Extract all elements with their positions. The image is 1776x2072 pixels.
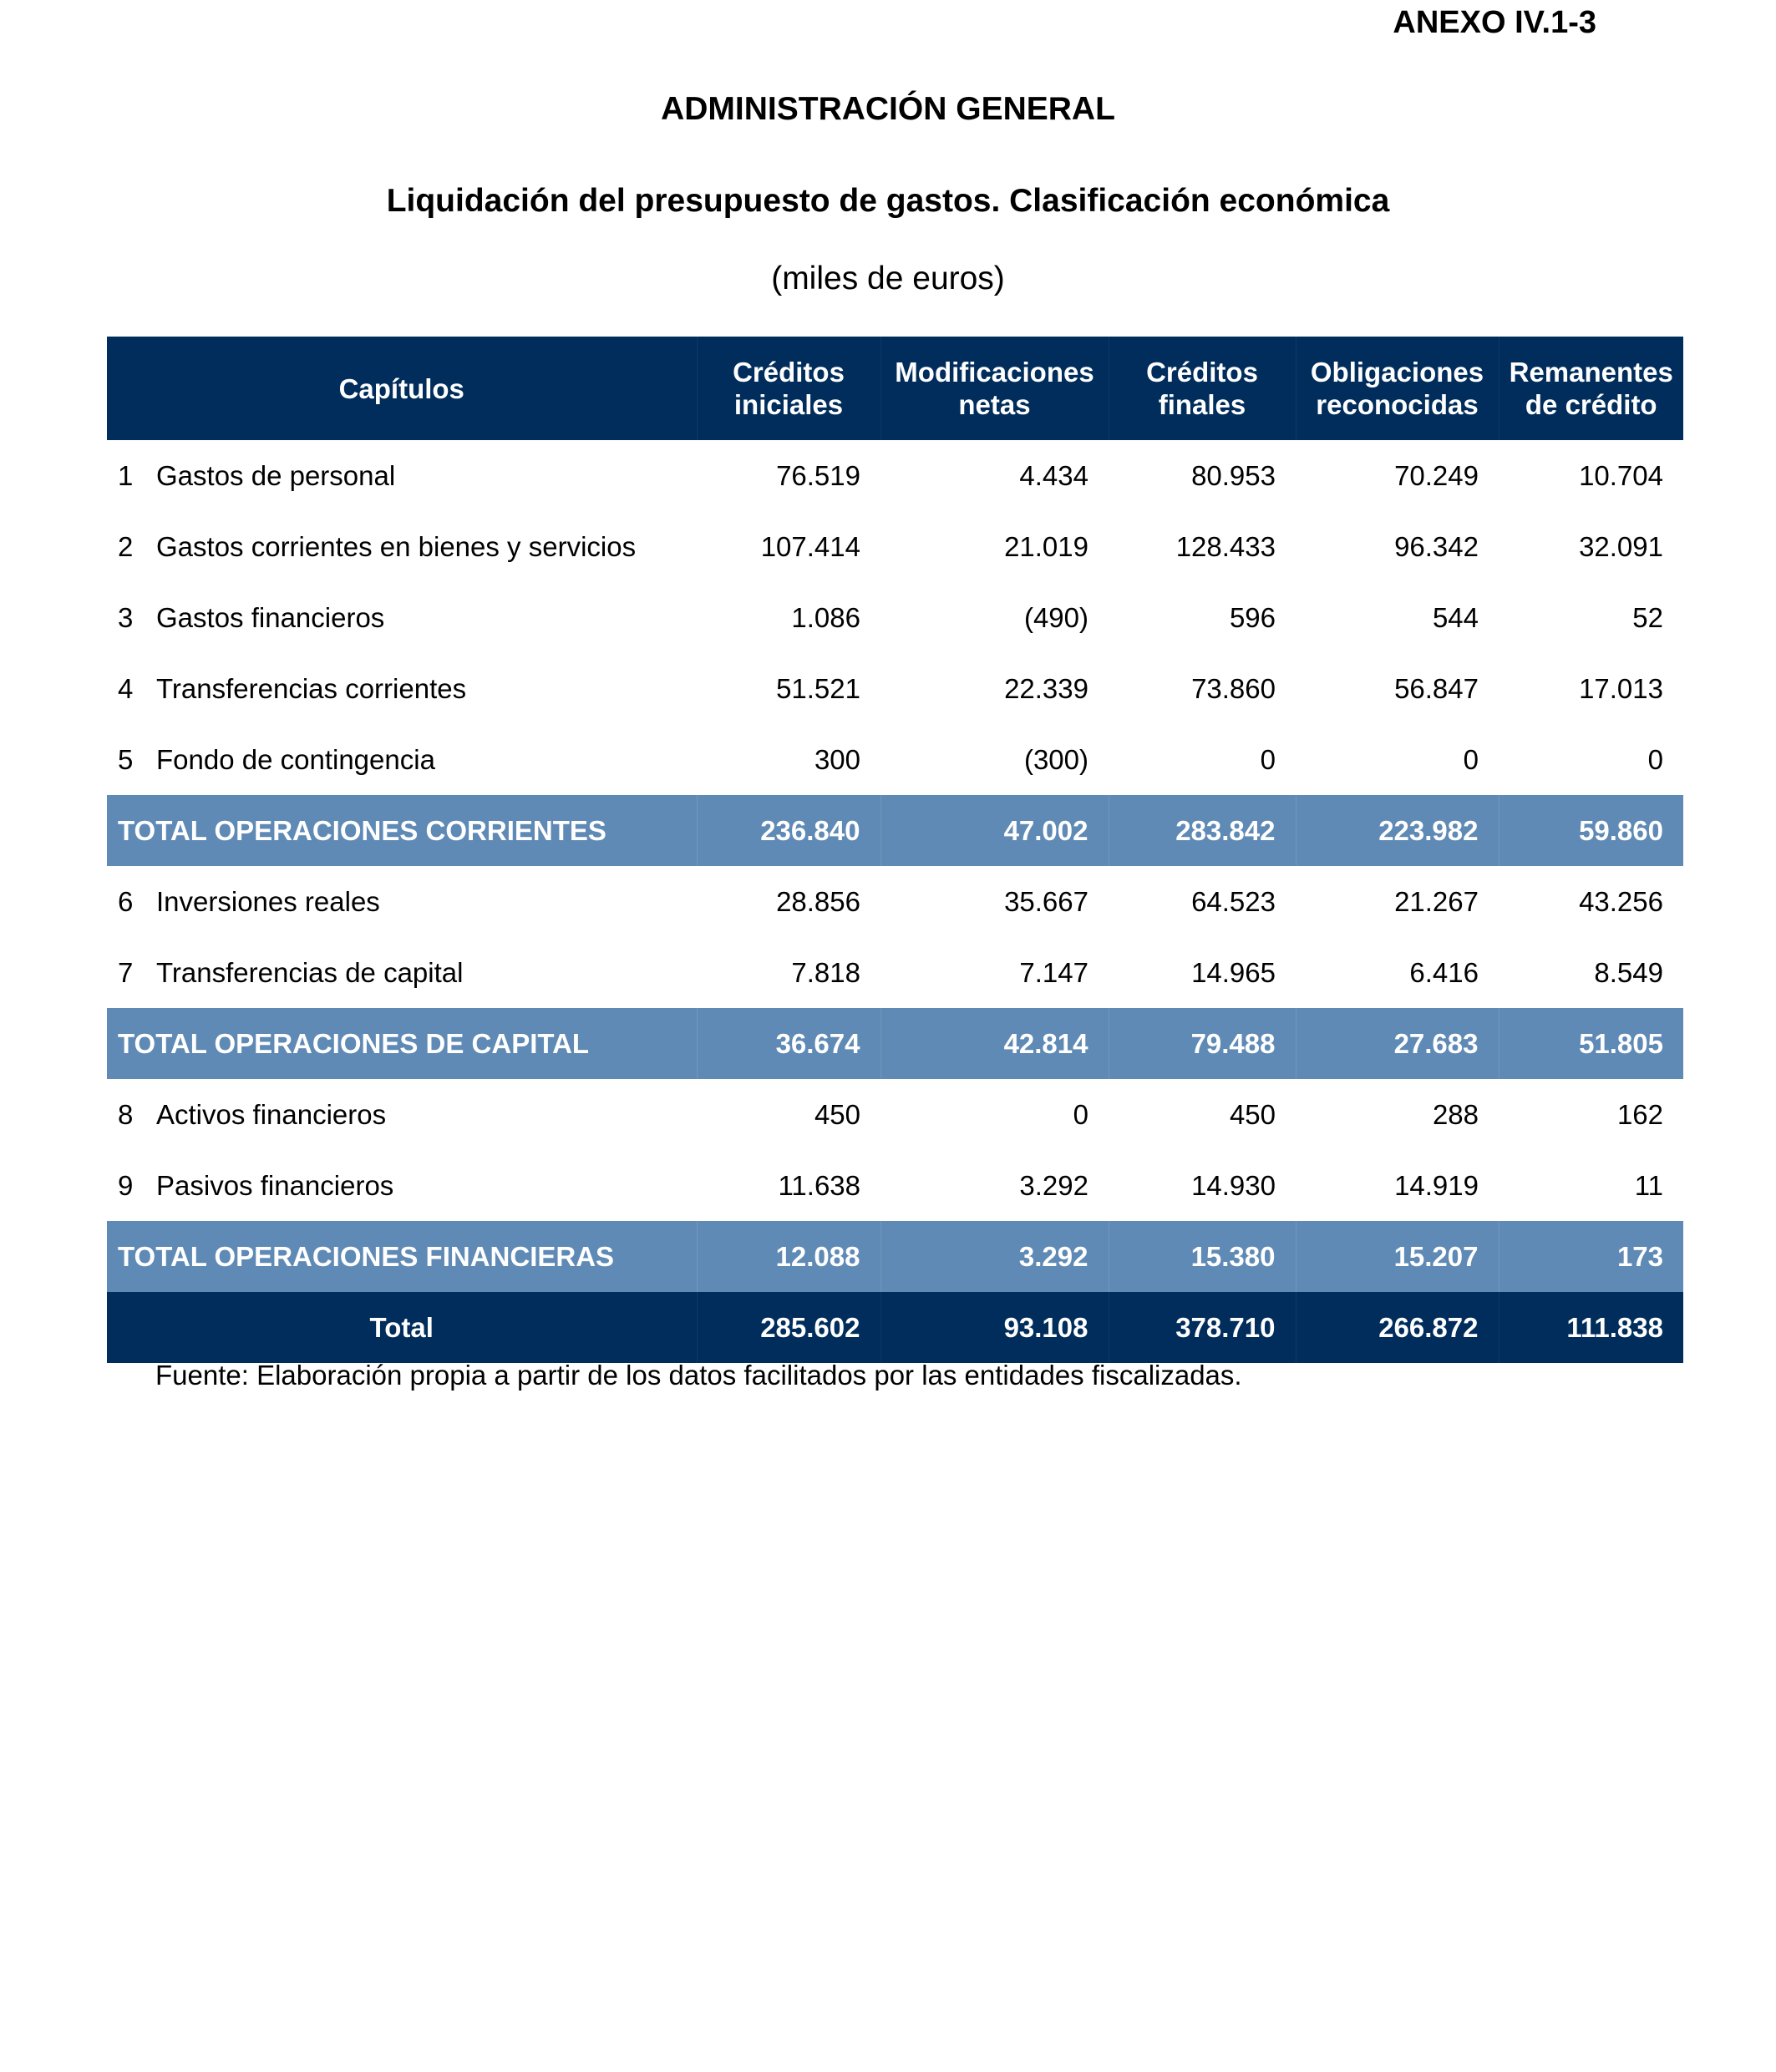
annex-label: ANEXO IV.1-3	[1393, 5, 1596, 40]
header-initial-credits-line1: Créditos	[733, 357, 845, 388]
cell-remaining-credit: 52	[1632, 601, 1663, 633]
cell-initial-credits: 28.856	[776, 885, 860, 917]
cell-recognized-obligations: 6.416	[1409, 956, 1479, 988]
cell-initial-credits: 285.602	[697, 1292, 880, 1363]
row-label-text: Fondo de contingencia	[156, 743, 435, 775]
row-label	[107, 1150, 697, 1221]
cell-net-modifications: 7.147	[1019, 956, 1088, 988]
source-note: Fuente: Elaboración propia a partir de los datos facilitados por las entidades fiscalizadas.	[155, 1360, 1242, 1391]
cell-recognized-obligations: 288	[1432, 1098, 1479, 1130]
cell-recognized-obligations: 266.872	[1296, 1292, 1499, 1363]
header-row	[107, 337, 1683, 440]
grand-total-row	[107, 1292, 1683, 1363]
table-row	[107, 653, 1683, 724]
row-label-text: Transferencias de capital	[156, 956, 464, 988]
cell-final-credits: 79.488	[1109, 1008, 1296, 1079]
table-row	[107, 937, 1683, 1008]
cell-recognized-obligations: 56.847	[1394, 672, 1479, 704]
table-row	[107, 1150, 1683, 1221]
row-label	[107, 511, 697, 582]
subtotal-label: TOTAL OPERACIONES CORRIENTES	[107, 795, 697, 866]
header-final-credits	[1109, 337, 1296, 440]
row-number: 4	[118, 672, 134, 704]
cell-recognized-obligations: 21.267	[1394, 885, 1479, 917]
header-remaining-credit	[1499, 337, 1683, 440]
row-number: 6	[118, 885, 134, 917]
row-label-text: Activos financieros	[156, 1098, 387, 1130]
cell-remaining-credit: 59.860	[1499, 795, 1683, 866]
header-chapters: Capítulos	[107, 337, 697, 440]
row-label	[107, 582, 697, 653]
cell-recognized-obligations: 223.982	[1296, 795, 1499, 866]
header-recognized-obligations	[1296, 337, 1499, 440]
cell-final-credits: 283.842	[1109, 795, 1296, 866]
header-net-modifications-line1: Modificaciones	[895, 357, 1094, 388]
table-row	[107, 440, 1683, 511]
cell-net-modifications: 3.292	[1019, 1169, 1088, 1201]
row-number: 8	[118, 1098, 134, 1130]
header-net-modifications-line2: netas	[958, 389, 1031, 420]
cell-net-modifications: 22.339	[1004, 672, 1088, 704]
header-net-modifications	[880, 337, 1109, 440]
cell-recognized-obligations: 15.207	[1296, 1221, 1499, 1292]
cell-remaining-credit: 8.549	[1594, 956, 1663, 988]
row-label-text: Inversiones reales	[156, 885, 380, 917]
header-remaining-credit-line2: de crédito	[1525, 389, 1657, 420]
cell-recognized-obligations: 70.249	[1394, 459, 1479, 491]
cell-final-credits: 80.953	[1191, 459, 1276, 491]
header-final-credits-line1: Créditos	[1146, 357, 1258, 388]
cell-net-modifications: 3.292	[880, 1221, 1109, 1292]
cell-net-modifications: 47.002	[880, 795, 1109, 866]
header-recognized-obligations-line1: Obligaciones	[1310, 357, 1484, 388]
row-number: 9	[118, 1169, 134, 1201]
cell-final-credits: 14.965	[1191, 956, 1276, 988]
cell-remaining-credit: 32.091	[1579, 530, 1663, 562]
cell-final-credits: 14.930	[1191, 1169, 1276, 1201]
header-remaining-credit-line1: Remanentes	[1509, 357, 1673, 388]
cell-final-credits: 0	[1260, 743, 1276, 775]
header-initial-credits-line2: iniciales	[733, 389, 844, 420]
cell-remaining-credit: 11	[1634, 1169, 1663, 1201]
cell-net-modifications: 0	[1073, 1098, 1088, 1130]
units-note: (miles de euros)	[771, 261, 1005, 296]
cell-remaining-credit: 111.838	[1499, 1292, 1683, 1363]
header-recognized-obligations-line2: reconocidas	[1316, 389, 1479, 420]
cell-remaining-credit: 10.704	[1579, 459, 1663, 491]
row-number: 2	[118, 530, 134, 562]
row-number: 3	[118, 601, 134, 633]
row-label	[107, 866, 697, 937]
cell-final-credits: 596	[1229, 601, 1276, 633]
cell-final-credits: 450	[1229, 1098, 1276, 1130]
row-label-text: Gastos corrientes en bienes y servicios	[156, 530, 637, 562]
budget-table	[107, 337, 1683, 1363]
cell-initial-credits: 76.519	[776, 459, 860, 491]
table-row	[107, 1079, 1683, 1150]
cell-recognized-obligations: 96.342	[1394, 530, 1479, 562]
row-label	[107, 937, 697, 1008]
cell-initial-credits: 12.088	[697, 1221, 880, 1292]
cell-final-credits: 128.433	[1175, 530, 1276, 562]
cell-net-modifications: 4.434	[1019, 459, 1088, 491]
header-initial-credits	[697, 337, 880, 440]
row-number: 5	[118, 743, 134, 775]
row-number: 1	[118, 459, 134, 491]
cell-net-modifications: (300)	[1023, 743, 1088, 775]
row-label	[107, 440, 697, 511]
row-label	[107, 653, 697, 724]
table-row	[107, 582, 1683, 653]
cell-remaining-credit: 0	[1647, 743, 1663, 775]
cell-remaining-credit: 43.256	[1579, 885, 1663, 917]
document-subtitle: Liquidación del presupuesto de gastos. Clasificación económica	[386, 183, 1390, 219]
subtotal-label: TOTAL OPERACIONES DE CAPITAL	[107, 1008, 697, 1079]
table-header	[107, 337, 1683, 440]
cell-remaining-credit: 173	[1499, 1221, 1683, 1292]
cell-initial-credits: 450	[814, 1098, 860, 1130]
document-title: ADMINISTRACIÓN GENERAL	[661, 91, 1115, 127]
cell-recognized-obligations: 14.919	[1394, 1169, 1479, 1201]
cell-initial-credits: 51.521	[776, 672, 860, 704]
cell-final-credits: 378.710	[1109, 1292, 1296, 1363]
cell-net-modifications: (490)	[1023, 601, 1088, 633]
cell-net-modifications: 35.667	[1004, 885, 1088, 917]
row-label	[107, 724, 697, 795]
row-label	[107, 1079, 697, 1150]
cell-initial-credits: 7.818	[791, 956, 860, 988]
cell-initial-credits: 300	[814, 743, 860, 775]
cell-net-modifications: 42.814	[880, 1008, 1109, 1079]
cell-net-modifications: 21.019	[1004, 530, 1088, 562]
table-row	[107, 511, 1683, 582]
cell-net-modifications: 93.108	[880, 1292, 1109, 1363]
subtotal-label: TOTAL OPERACIONES FINANCIERAS	[107, 1221, 697, 1292]
subtotal-row-current-operations	[107, 795, 1683, 866]
row-label-text: Pasivos financieros	[156, 1169, 394, 1201]
row-label-text: Transferencias corrientes	[156, 672, 467, 704]
cell-remaining-credit: 162	[1616, 1098, 1663, 1130]
header-final-credits-line2: finales	[1158, 389, 1246, 420]
cell-initial-credits: 36.674	[697, 1008, 880, 1079]
cell-recognized-obligations: 544	[1432, 601, 1479, 633]
table-row	[107, 724, 1683, 795]
table-body	[107, 440, 1683, 1363]
row-number: 7	[118, 956, 134, 988]
cell-recognized-obligations: 0	[1463, 743, 1479, 775]
cell-initial-credits: 107.414	[760, 530, 860, 562]
cell-initial-credits: 1.086	[791, 601, 860, 633]
table-row	[107, 866, 1683, 937]
cell-remaining-credit: 17.013	[1579, 672, 1663, 704]
cell-final-credits: 15.380	[1109, 1221, 1296, 1292]
subtotal-row-capital-operations	[107, 1008, 1683, 1079]
subtotal-row-financial-operations	[107, 1221, 1683, 1292]
cell-final-credits: 64.523	[1191, 885, 1276, 917]
row-label-text: Gastos de personal	[156, 459, 396, 491]
cell-initial-credits: 236.840	[697, 795, 880, 866]
cell-recognized-obligations: 27.683	[1296, 1008, 1499, 1079]
grand-total-label: Total	[107, 1292, 697, 1363]
cell-initial-credits: 11.638	[778, 1169, 860, 1201]
row-label-text: Gastos financieros	[156, 601, 385, 633]
cell-remaining-credit: 51.805	[1499, 1008, 1683, 1079]
cell-final-credits: 73.860	[1191, 672, 1276, 704]
